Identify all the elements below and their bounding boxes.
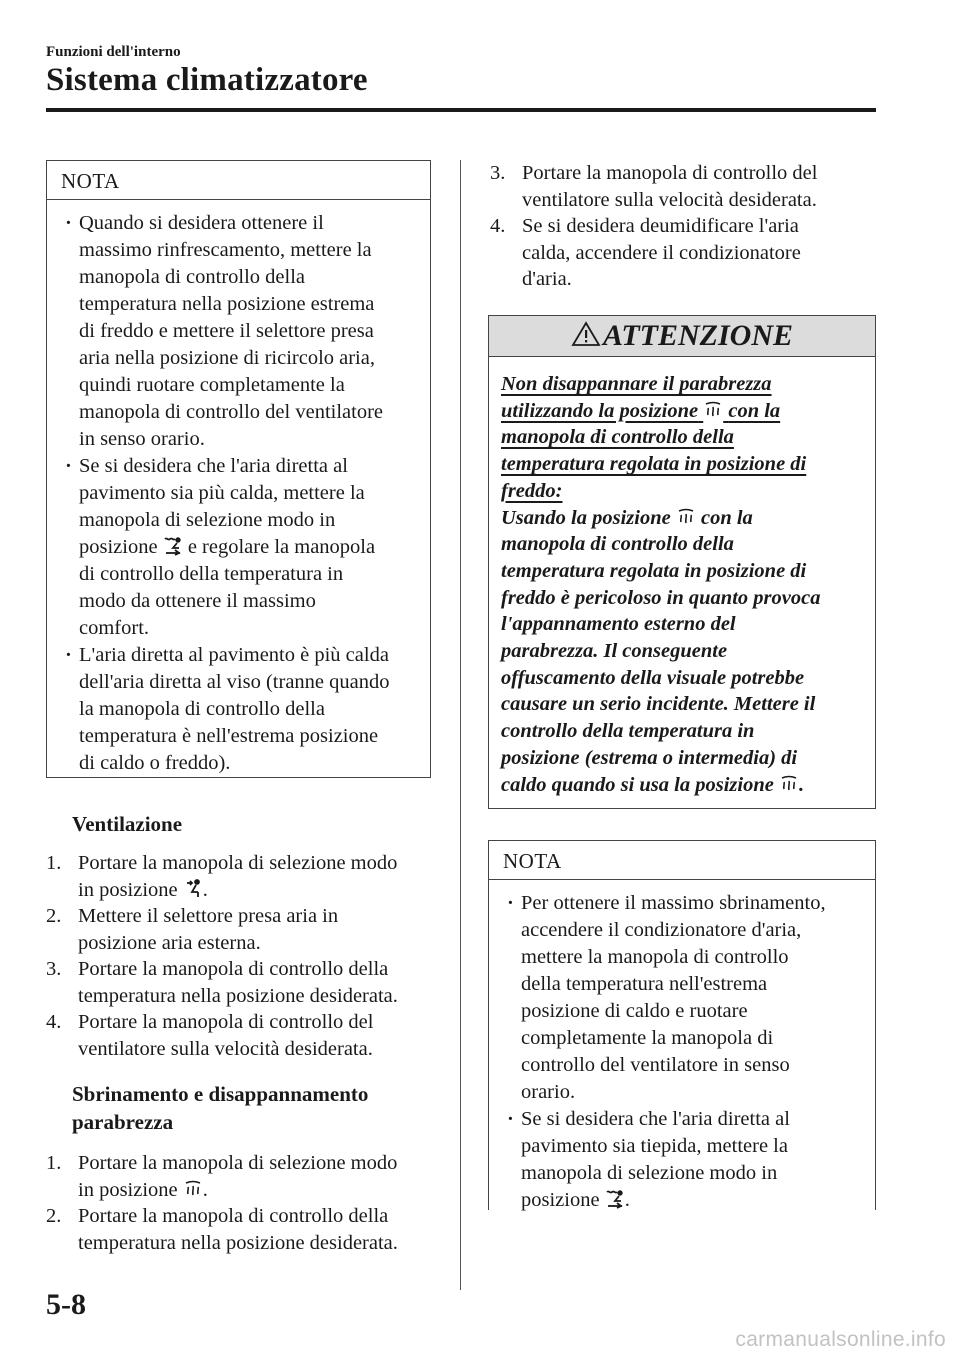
step-item: 1. Portare la manopola di selezione modo in posizione . bbox=[46, 852, 398, 901]
note-item: · Quando si desidera ottenere il massimo rinfrescamento, mettere la manopola di controllo della temperatura nella posizione estrema di freddo e mettere il selettore presa aria nella posizione di ricircolo aria, quindi ruotare completamente la manopola di controllo del ventilatore in senso orario. bbox=[47, 210, 420, 453]
sbrinamento-steps-right bbox=[490, 160, 870, 293]
step-item: 2. Mettere il selettore presa aria in posizione aria esterna. bbox=[46, 905, 339, 954]
note-heading: NOTA bbox=[47, 161, 430, 200]
note-list bbox=[489, 880, 875, 1214]
page-title: Sistema climatizzatore bbox=[46, 62, 368, 98]
note-box-1 bbox=[46, 160, 431, 778]
note-box-2 bbox=[488, 840, 876, 1210]
section-label: Funzioni dell'interno bbox=[46, 44, 181, 60]
step-item: 4. Portare la manopola di controllo del ventilatore sulla velocità desiderata. bbox=[46, 1011, 374, 1060]
defrost-icon bbox=[183, 1179, 203, 1199]
page-number: 5-8 bbox=[46, 1288, 86, 1321]
note-item: · L'aria diretta al pavimento è più calda dell'aria diretta al viso (tranne quando la manopola di controllo della temperatura è nell'estrema posizione di caldo o freddo). bbox=[47, 642, 420, 777]
step-item: 3. Portare la manopola di controllo del ventilatore sulla velocità desiderata. bbox=[490, 162, 818, 211]
note-heading: NOTA bbox=[489, 841, 875, 880]
watermark: carmanualsonline.info bbox=[735, 1328, 946, 1351]
defrost-icon bbox=[703, 400, 723, 420]
defrost-icon bbox=[676, 507, 696, 527]
header-rule bbox=[46, 108, 876, 112]
warning-heading: ATTENZIONE bbox=[489, 316, 875, 357]
step-item: 3. Portare la manopola di controllo della temperatura nella posizione desiderata. bbox=[46, 958, 398, 1007]
step-item: 2. Portare la manopola di controllo della temperatura nella posizione desiderata. bbox=[46, 1205, 398, 1254]
note-item: · Se si desidera che l'aria diretta al pavimento sia tiepida, mettere la manopola di selezione modo in posizione . bbox=[489, 1106, 865, 1214]
column-divider bbox=[460, 160, 461, 1290]
face-icon bbox=[183, 879, 203, 899]
warning-triangle-icon bbox=[571, 318, 601, 344]
note-item: · Per ottenere il massimo sbrinamento, accendere il condizionatore d'aria, mettere la manopola di controllo della temperatura nell'estrema posizione di caldo e ruotare completamente la manopola di controllo del ventilatore in senso orario. bbox=[489, 890, 865, 1106]
note-item: · Se si desidera che l'aria diretta al pavimento sia più calda, mettere la manopola di selezione modo in posizione e regolare la manopola di controllo della temperatura in modo da ottenere il massimo comfort. bbox=[47, 453, 420, 642]
sbrinamento-steps-left bbox=[46, 1150, 446, 1256]
step-item: 4. Se si desidera deumidificare l'aria calda, accendere il condizionatore d'aria. bbox=[490, 215, 801, 290]
subheading-ventilazione: Ventilazione bbox=[72, 812, 183, 836]
warning-body: Non disappannare il parabrezza utilizzando la posizione con la manopola di controllo della temperatura regolata in posizione di freddo: Usando la posizione con la manopola di controllo della temperatura regolata in posizione di freddo è pericoloso in quanto provoca l'appannamento esterno del parabrezza. Il conseguente offuscamento della visuale potrebbe causare un serio incidente. Mettere il controllo della temperatura in posizione (estrema o intermedia) di caldo quando si usa la posizione . bbox=[501, 373, 821, 796]
step-item: 1. Portare la manopola di selezione modo in posizione . bbox=[46, 1152, 398, 1201]
defrost-floor-icon bbox=[163, 536, 183, 556]
defrost-floor-icon bbox=[605, 1189, 625, 1209]
subheading-sbrinamento: Sbrinamento e disappannamento parabrezza bbox=[72, 1082, 369, 1134]
warning-box bbox=[488, 315, 876, 809]
defrost-icon bbox=[779, 774, 799, 794]
note-list bbox=[47, 200, 430, 777]
ventilazione-steps bbox=[46, 850, 446, 1062]
